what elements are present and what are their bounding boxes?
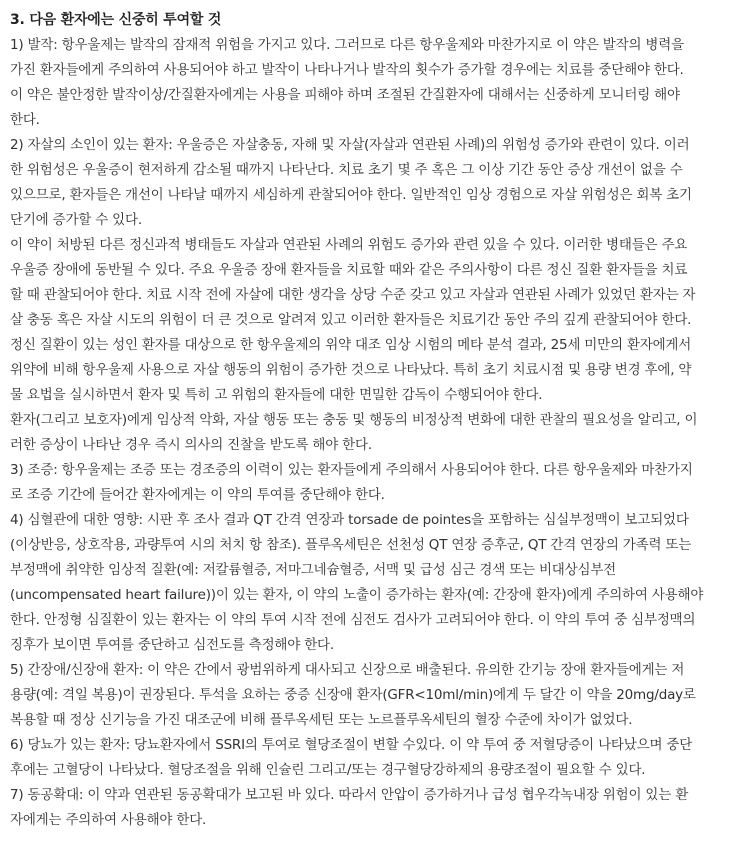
text-line: 6) 당뇨가 있는 환자: 당뇨환자에서 SSRI의 투여로 혈당조절이 변할 수있다. 이 약 투여 중 저혈당증이 나타났으며 중단 (10, 737, 693, 753)
paragraph (10, 733, 740, 783)
text-line: 징후가 보이면 투여를 중단하고 심전도를 측정해야 한다. (10, 637, 334, 653)
text-line: 용량(예: 격일 복용)이 권장된다. 투석을 요하는 중증 신장애 환자(GFR<10ml/min)에게 두 달간 이 약을 20mg/day로 (10, 687, 696, 703)
document-body (10, 33, 740, 833)
text-line: 살 충동 혹은 자살 시도의 위험이 더 큰 것으로 알려져 있고 이러한 환자들은 치료기간 동안 주의 깊게 관찰되어야 한다. (10, 312, 692, 328)
text-line: 이 약이 처방된 다른 정신과적 병태들도 자살과 연관된 사례의 위험도 증가와 관련 있을 수 있다. 이러한 병태들은 주요 (10, 237, 688, 253)
paragraph (10, 658, 740, 733)
paragraph (10, 408, 740, 458)
paragraph (10, 133, 740, 233)
paragraph (10, 458, 740, 508)
text-line: 위약에 비해 항우울제 사용으로 자살 행동의 위험이 증가한 것으로 나타났다. 특히 초기 치료시점 및 용량 변경 후에, 약 (10, 362, 692, 378)
paragraph (10, 783, 740, 833)
paragraph (10, 508, 740, 658)
text-line: 2) 자살의 소인이 있는 환자: 우울증은 자살충동, 자해 및 자살(자살과 연관된 사례)의 위험성 증가와 관련이 있다. 이러 (10, 137, 690, 153)
text-line: 있으므로, 환자들은 개선이 나타날 때까지 세심하게 관찰되어야 한다. 일반적인 임상 경험으로 자살 위험성은 회복 초기 (10, 187, 692, 203)
paragraph (10, 233, 740, 408)
text-line: 이 약은 불안정한 발작이상/간질환자에게는 사용을 피해야 하며 조절된 간질환자에 대해서는 신중하게 모니터링 해야 (10, 87, 680, 103)
text-line: 후에는 고혈당이 나타났다. 혈당조절을 위해 인슐린 그리고/또는 경구혈당강하제의 용량조절이 필요할 수 있다. (10, 762, 646, 778)
text-line: 환자(그리고 보호자)에게 임상적 악화, 자살 행동 또는 충동 및 행동의 비정상적 변화에 대한 관찰의 필요성을 알리고, 이 (10, 412, 698, 428)
text-line: 한다. 안정형 심질환이 있는 환자는 이 약의 투여 시작 전에 심전도 검사가 고려되어야 한다. 이 약의 투여 중 심부정맥의 (10, 612, 696, 628)
text-line: 할 때 관찰되어야 한다. 치료 시작 전에 자살에 대한 생각을 상당 수준 갖고 있고 자살과 연관된 사례가 있었던 환자는 자 (10, 287, 696, 303)
text-line: 로 조증 기간에 들어간 환자에게는 이 약의 투여를 중단해야 한다. (10, 487, 385, 503)
text-line: (uncompensated heart failure))이 있는 환자, 이 약의 노출이 증가하는 환자(예: 간장애 환자)에게 주의하여 사용해야 (10, 587, 704, 603)
text-line: 7) 동공확대: 이 약과 연관된 동공확대가 보고된 바 있다. 따라서 안압이 증가하거나 급성 협우각녹내장 위험이 있는 환 (10, 787, 689, 803)
text-line: 한다. (10, 112, 40, 128)
paragraph (10, 33, 740, 133)
section-title: 3. 다음 환자에는 신중히 투여할 것 (10, 12, 222, 28)
text-line: 단기에 증가할 수 있다. (10, 212, 142, 228)
text-line: 복용할 때 정상 신기능을 가진 대조군에 비해 플루옥세틴 또는 노르플루옥세틴의 혈장 수준에 차이가 없었다. (10, 712, 633, 728)
text-line: 부정맥에 취약한 임상적 질환(예: 저칼륨혈증, 저마그네슘혈증, 서맥 및 급성 심근 경색 또는 비대상심부전 (10, 562, 617, 578)
text-line: 자에게는 주의하여 사용해야 한다. (10, 812, 207, 828)
text-line: (이상반응, 상호작용, 과량투여 시의 처치 항 참조). 플루옥세틴은 선천성 QT 연장 증후군, QT 간격 연장의 가족력 또는 (10, 537, 692, 553)
text-line: 정신 질환이 있는 성인 환자를 대상으로 한 항우울제의 위약 대조 임상 시험의 메타 분석 결과, 25세 미만의 환자에게서 (10, 337, 692, 353)
text-line: 물 요법을 실시하면서 환자 및 특히 고 위험의 환자들에 대한 면밀한 감독이 수행되어야 한다. (10, 387, 543, 403)
text-line: 5) 간장애/신장애 환자: 이 약은 간에서 광범위하게 대사되고 신장으로 배출된다. 유의한 간기능 장애 환자들에게는 저 (10, 662, 685, 678)
text-line: 1) 발작: 항우울제는 발작의 잠재적 위험을 가지고 있다. 그러므로 다른 항우울제와 마찬가지로 이 약은 발작의 병력을 (10, 37, 684, 53)
text-line: 가진 환자들에게 주의하여 사용되어야 하고 발작이 나타나거나 발작의 횟수가 증가할 경우에는 치료를 중단해야 한다. (10, 62, 684, 78)
text-line: 한 위험성은 우울증이 현저하게 감소될 때까지 나타난다. 치료 초기 몇 주 혹은 그 이상 기간 동안 증상 개선이 없을 수 (10, 162, 683, 178)
text-line: 3) 조증: 항우울제는 조증 또는 경조증의 이력이 있는 환자들에게 주의해서 사용되어야 한다. 다른 항우울제와 마찬가지 (10, 462, 693, 478)
text-line: 4) 심혈관에 대한 영향: 시판 후 조사 결과 QT 간격 연장과 torsade de pointes을 포함하는 심실부정맥이 보고되었다 (10, 512, 689, 528)
text-line: 우울증 장애에 동반될 수 있다. 주요 우울증 장애 환자들을 치료할 때와 같은 주의사항이 다른 정신 질환 환자들을 치료 (10, 262, 688, 278)
text-line: 러한 증상이 나타난 경우 즉시 의사의 진찰을 받도록 해야 한다. (10, 437, 372, 453)
